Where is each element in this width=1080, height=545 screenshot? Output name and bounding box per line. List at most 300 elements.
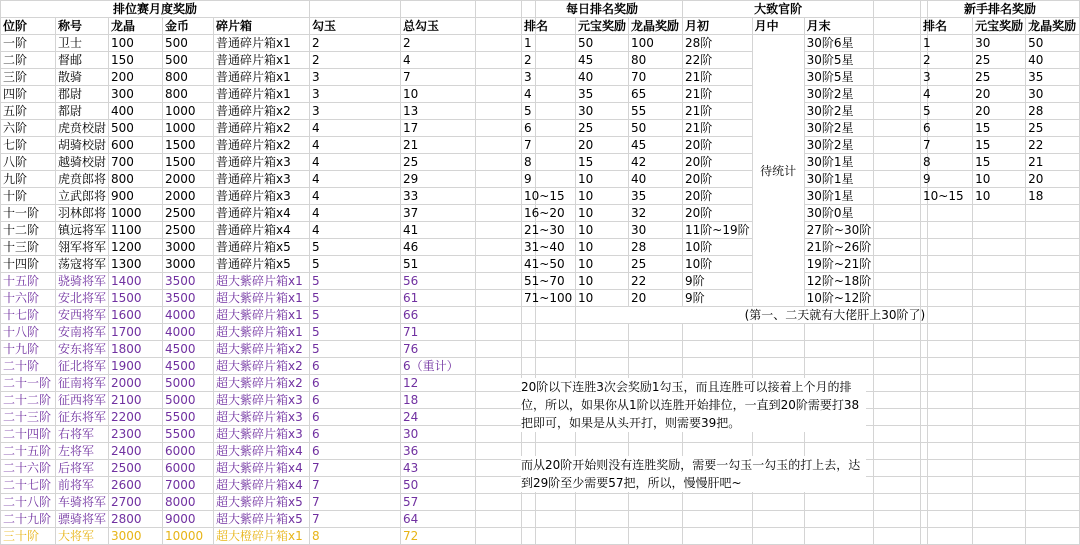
table-cell: 35 [629, 188, 683, 205]
empty-cell [921, 409, 973, 426]
empty-cell [973, 290, 1026, 307]
table-cell: 5000 [163, 375, 214, 392]
table-cell: 超大紫碎片箱x1 [214, 307, 310, 324]
table-row [522, 52, 928, 69]
empty-cell [683, 358, 753, 375]
empty-cell [752, 494, 804, 511]
rank-start-cell: 20阶 [683, 205, 753, 222]
table-cell: 十七阶 [1, 307, 56, 324]
empty-cell [921, 358, 973, 375]
table-cell: 6 [310, 358, 401, 375]
empty-cell [752, 511, 804, 528]
table-row [1, 443, 536, 460]
empty-cell [1026, 443, 1080, 460]
table-row [1, 494, 536, 511]
table-row [1, 256, 536, 273]
empty-row [921, 290, 1080, 307]
table-cell: 55 [629, 103, 683, 120]
column-header: 称号 [56, 18, 109, 35]
empty-row [921, 222, 1080, 239]
table-cell: 超大紫碎片箱x1 [214, 290, 310, 307]
empty-cell [1026, 460, 1080, 477]
empty-cell [1026, 409, 1080, 426]
table-row [522, 273, 928, 290]
empty-row [921, 307, 1080, 324]
table-cell: 25 [629, 256, 683, 273]
table-cell: 37 [401, 205, 476, 222]
table-row [522, 239, 928, 256]
table-cell: 超大紫碎片箱x5 [214, 511, 310, 528]
table-cell: 8000 [163, 494, 214, 511]
table-cell: 64 [401, 511, 476, 528]
table-cell: 15 [973, 154, 1026, 171]
table-cell: 5 [921, 103, 973, 120]
column-header: 位阶 [1, 18, 56, 35]
column-header: 元宝奖励 [576, 18, 629, 35]
empty-cell [973, 256, 1026, 273]
table-row [1, 477, 536, 494]
table-cell: 4 [310, 205, 401, 222]
table-cell: 65 [629, 86, 683, 103]
table-cell: 骠骑将军 [56, 511, 109, 528]
empty-row [921, 341, 1080, 358]
empty-cell [576, 494, 629, 511]
table-cell: 66 [401, 307, 476, 324]
table-cell: 立武郎将 [56, 188, 109, 205]
table-row [522, 222, 928, 239]
table-cell: 2200 [109, 409, 163, 426]
table-cell: 二十三阶 [1, 409, 56, 426]
table-cell: 9 [522, 171, 576, 188]
table-cell: 5 [310, 273, 401, 290]
empty-cell [921, 460, 973, 477]
empty-cell [752, 341, 804, 358]
table-row [1, 239, 536, 256]
table-cell: 30 [401, 426, 476, 443]
table-cell: 500 [163, 35, 214, 52]
empty-row [921, 324, 1080, 341]
empty-row [522, 341, 928, 358]
empty-cell [576, 511, 629, 528]
column-header: 元宝奖励 [973, 18, 1026, 35]
table-cell: 十二阶 [1, 222, 56, 239]
table-cell: 1100 [109, 222, 163, 239]
table-cell: 都尉 [56, 103, 109, 120]
table-cell: 10 [576, 256, 629, 273]
table-cell: 10 [401, 86, 476, 103]
table-cell: 29 [401, 171, 476, 188]
table-cell: 7 [310, 477, 401, 494]
table-cell: 2 [522, 52, 576, 69]
table-cell: 七阶 [1, 137, 56, 154]
table-cell: 6000 [163, 460, 214, 477]
table-cell: 15 [576, 154, 629, 171]
table-cell: 督邮 [56, 52, 109, 69]
empty-cell [973, 494, 1026, 511]
column-header: 月初 [683, 18, 753, 35]
table-cell: 25 [401, 154, 476, 171]
table-cell: 10 [576, 273, 629, 290]
empty-cell [921, 256, 973, 273]
table-cell: 150 [109, 52, 163, 69]
column-header: 勾玉 [310, 18, 401, 35]
table-cell: 安北将军 [56, 290, 109, 307]
empty-cell [1026, 477, 1080, 494]
table-cell: 安南将军 [56, 324, 109, 341]
empty-cell [1026, 392, 1080, 409]
table-cell: 10 [576, 188, 629, 205]
table-cell: 30 [576, 103, 629, 120]
table-row [921, 171, 1080, 188]
table-cell: 900 [109, 188, 163, 205]
empty-cell [921, 205, 973, 222]
table-cell: 4000 [163, 324, 214, 341]
rank-end-cell: 30阶5星 [804, 52, 874, 69]
empty-cell [973, 409, 1026, 426]
table-cell: 21 [1026, 154, 1080, 171]
table-cell: 800 [163, 86, 214, 103]
table-row [1, 69, 536, 86]
table-cell: 普通碎片箱x1 [214, 35, 310, 52]
table-cell: 普通碎片箱x1 [214, 86, 310, 103]
table-cell: 安西将军 [56, 307, 109, 324]
table-cell: 10 [576, 205, 629, 222]
table-cell: 40 [629, 171, 683, 188]
table-row [1, 154, 536, 171]
table-cell: 普通碎片箱x1 [214, 52, 310, 69]
rank-end-cell: 30阶2星 [804, 86, 874, 103]
table-cell: 1 [921, 35, 973, 52]
table-cell: 16~20 [522, 205, 576, 222]
table-cell: 3000 [109, 528, 163, 545]
table-cell: 200 [109, 69, 163, 86]
column-header: 龙晶 [109, 18, 163, 35]
table-cell: 二十八阶 [1, 494, 56, 511]
empty-cell [522, 494, 576, 511]
daily-title: 每日排名奖励 [522, 1, 683, 18]
empty-cell [629, 324, 683, 341]
column-header: 金币 [163, 18, 214, 35]
table-row [522, 188, 928, 205]
table-cell: 6000 [163, 443, 214, 460]
empty-cell [1026, 426, 1080, 443]
table-cell: 普通碎片箱x3 [214, 154, 310, 171]
table-cell: 15 [973, 120, 1026, 137]
table-row [522, 120, 928, 137]
table-cell: 6 [310, 392, 401, 409]
table-row [921, 154, 1080, 171]
empty-row [921, 273, 1080, 290]
table-cell: 4000 [163, 307, 214, 324]
table-cell: 4 [921, 86, 973, 103]
table-cell: 4 [310, 137, 401, 154]
table-cell: 600 [109, 137, 163, 154]
table-cell: 二阶 [1, 52, 56, 69]
empty-row [921, 443, 1080, 460]
empty-cell [921, 392, 973, 409]
empty-cell [973, 307, 1026, 324]
table-cell: 10 [973, 171, 1026, 188]
table-cell: 卫士 [56, 35, 109, 52]
table-cell: 后将军 [56, 460, 109, 477]
empty-cell [921, 477, 973, 494]
table-cell: 荡寇将军 [56, 256, 109, 273]
rank-end-cell: 30阶2星 [804, 120, 874, 137]
table-cell: 1600 [109, 307, 163, 324]
empty-cell [1026, 222, 1080, 239]
table-cell: 45 [629, 137, 683, 154]
table-cell: 超大紫碎片箱x2 [214, 358, 310, 375]
table-cell: 2100 [109, 392, 163, 409]
table-cell: 7 [310, 494, 401, 511]
table-cell: 17 [401, 120, 476, 137]
table-cell: 4 [310, 222, 401, 239]
table-cell: 1 [522, 35, 576, 52]
empty-row [921, 460, 1080, 477]
table-cell: 13 [401, 103, 476, 120]
table-cell: 800 [163, 69, 214, 86]
table-row [921, 35, 1080, 52]
empty-cell [921, 443, 973, 460]
table-cell: 4 [310, 120, 401, 137]
table-cell: 羽林郎将 [56, 205, 109, 222]
rank-start-cell: 20阶 [683, 171, 753, 188]
table-cell: 4 [401, 52, 476, 69]
table-cell: 普通碎片箱x5 [214, 239, 310, 256]
monthly-rewards-table [0, 0, 536, 545]
table-row [1, 324, 536, 341]
table-cell: 4 [310, 188, 401, 205]
empty-cell [921, 290, 973, 307]
empty-cell [683, 511, 753, 528]
table-cell: 十六阶 [1, 290, 56, 307]
empty-cell [1026, 358, 1080, 375]
table-cell: 8 [522, 154, 576, 171]
empty-row [921, 392, 1080, 409]
note-paragraph-1: 20阶以下连胜3次会奖励1勾玉，而且连胜可以接着上个月的排位，所以，如果你从1阶以连胜开始排位，一直到20阶需要打38把即可，如果是从头开打，则需要39把。 [521, 378, 866, 432]
table-cell: 25 [973, 52, 1026, 69]
table-cell: 4500 [163, 358, 214, 375]
table-cell: 61 [401, 290, 476, 307]
table-cell: 超大紫碎片箱x2 [214, 375, 310, 392]
empty-cell [921, 341, 973, 358]
table-row [522, 154, 928, 171]
rank-end-cell: 30阶2星 [804, 103, 874, 120]
table-cell: 500 [163, 52, 214, 69]
table-cell: 3 [310, 103, 401, 120]
empty-cell [1026, 341, 1080, 358]
table-cell: 5 [310, 324, 401, 341]
empty-cell [683, 341, 753, 358]
table-cell: 25 [576, 120, 629, 137]
table-row [1, 392, 536, 409]
table-cell: 10 [973, 188, 1026, 205]
table-cell: 72 [401, 528, 476, 545]
empty-cell [576, 324, 629, 341]
table-cell: 三十阶 [1, 528, 56, 545]
note-paragraph-2: 而从20阶开始则没有连胜奖励，需要一勾玉一勾玉的打上去，达到29阶至少需要57把，所以，慢慢肝吧~ [521, 456, 866, 492]
table-cell: 5 [310, 239, 401, 256]
rank-end-cell: 10阶~12阶 [804, 290, 874, 307]
table-cell: 5500 [163, 409, 214, 426]
table-cell: 大将军 [56, 528, 109, 545]
table-cell: 40 [576, 69, 629, 86]
table-row [522, 69, 928, 86]
table-cell: 1000 [163, 103, 214, 120]
newbie-rewards-table [920, 0, 1080, 545]
table-row [921, 86, 1080, 103]
table-cell: 5500 [163, 426, 214, 443]
empty-cell [921, 239, 973, 256]
table-cell: 2000 [163, 171, 214, 188]
table-cell: 十四阶 [1, 256, 56, 273]
table-cell: 超大紫碎片箱x2 [214, 341, 310, 358]
table-cell: 50 [576, 35, 629, 52]
table-cell: 25 [973, 69, 1026, 86]
empty-cell [973, 205, 1026, 222]
table-row [1, 171, 536, 188]
empty-row [921, 358, 1080, 375]
table-row [1, 375, 536, 392]
table-cell: 1200 [109, 239, 163, 256]
table-cell: 10 [576, 222, 629, 239]
empty-cell [522, 307, 576, 324]
column-header: 排名 [921, 18, 973, 35]
table-cell: 二十二阶 [1, 392, 56, 409]
table-row [522, 86, 928, 103]
rank-start-cell: 9阶 [683, 273, 753, 290]
table-row [1, 358, 536, 375]
table-cell: 八阶 [1, 154, 56, 171]
table-cell: 12 [401, 375, 476, 392]
table-cell: 3500 [163, 273, 214, 290]
table-cell: 普通碎片箱x3 [214, 188, 310, 205]
table-cell: 10~15 [921, 188, 973, 205]
table-cell: 右将军 [56, 426, 109, 443]
empty-cell [1026, 239, 1080, 256]
table-cell: 3 [921, 69, 973, 86]
table-cell: 超大紫碎片箱x4 [214, 443, 310, 460]
table-cell: 41 [401, 222, 476, 239]
table-cell: 5 [310, 256, 401, 273]
empty-cell [1026, 307, 1080, 324]
table-cell: 46 [401, 239, 476, 256]
table-cell: 普通碎片箱x4 [214, 222, 310, 239]
empty-cell [752, 324, 804, 341]
table-cell: 57 [401, 494, 476, 511]
rank-end-cell: 21阶~26阶 [804, 239, 874, 256]
empty-cell [310, 1, 401, 18]
table-row [1, 511, 536, 528]
table-cell: 6（重计） [401, 358, 476, 375]
table-cell: 五阶 [1, 103, 56, 120]
table-cell: 越骑校尉 [56, 154, 109, 171]
table-cell: 二十一阶 [1, 375, 56, 392]
empty-row [522, 511, 928, 528]
table-cell: 前将军 [56, 477, 109, 494]
rank-start-cell: 20阶 [683, 154, 753, 171]
table-cell: 51~70 [522, 273, 576, 290]
table-cell: 10 [576, 171, 629, 188]
table-cell: 9 [921, 171, 973, 188]
table-cell: 4 [310, 171, 401, 188]
table-cell: 2 [310, 52, 401, 69]
table-cell: 二十阶 [1, 358, 56, 375]
table-cell: 十五阶 [1, 273, 56, 290]
table-cell: 翎军将军 [56, 239, 109, 256]
rank-estimate-title: 大致官阶 [683, 1, 874, 18]
table-cell: 56 [401, 273, 476, 290]
empty-cell [921, 375, 973, 392]
rank-start-cell: 21阶 [683, 86, 753, 103]
empty-row [921, 375, 1080, 392]
table-cell: 700 [109, 154, 163, 171]
table-cell: 3 [522, 69, 576, 86]
empty-cell [683, 324, 753, 341]
table-cell: 2300 [109, 426, 163, 443]
table-row [1, 205, 536, 222]
table-cell: 6 [310, 426, 401, 443]
empty-cell [522, 341, 576, 358]
table-cell: 1300 [109, 256, 163, 273]
table-cell: 50 [1026, 35, 1080, 52]
empty-cell [629, 494, 683, 511]
table-cell: 二十五阶 [1, 443, 56, 460]
table-cell: 10000 [163, 528, 214, 545]
title-row [921, 1, 1080, 18]
table-cell: 4500 [163, 341, 214, 358]
table-cell: 安东将军 [56, 341, 109, 358]
rank-end-cell: 30阶1星 [804, 171, 874, 188]
empty-cell [1026, 256, 1080, 273]
table-cell: 8 [310, 528, 401, 545]
column-header: 月末 [804, 18, 874, 35]
table-cell: 散骑 [56, 69, 109, 86]
table-cell: 9000 [163, 511, 214, 528]
table-cell: 普通碎片箱x3 [214, 171, 310, 188]
empty-cell [973, 426, 1026, 443]
table-row [1, 341, 536, 358]
rank-start-cell: 28阶 [683, 35, 753, 52]
table-cell: 36 [401, 443, 476, 460]
title-row [1, 1, 536, 18]
table-cell: 超大紫碎片箱x4 [214, 477, 310, 494]
table-cell: 25 [1026, 120, 1080, 137]
table-cell: 超大橙碎片箱x1 [214, 528, 310, 545]
table-cell: 2600 [109, 477, 163, 494]
table-cell: 征南将军 [56, 375, 109, 392]
empty-cell [921, 511, 973, 528]
table-cell: 24 [401, 409, 476, 426]
table-cell: 3500 [163, 290, 214, 307]
table-cell: 18 [1026, 188, 1080, 205]
table-cell: 5000 [163, 392, 214, 409]
table-cell: 10~15 [522, 188, 576, 205]
table-cell: 40 [1026, 52, 1080, 69]
table-row [522, 290, 928, 307]
table-cell: 3 [310, 69, 401, 86]
table-cell: 普通碎片箱x2 [214, 103, 310, 120]
empty-row [522, 494, 928, 511]
table-cell: 超大紫碎片箱x3 [214, 426, 310, 443]
empty-cell [1026, 205, 1080, 222]
table-cell: 2 [921, 52, 973, 69]
rank-start-cell: 10阶 [683, 239, 753, 256]
table-cell: 6 [310, 409, 401, 426]
table-cell: 超大紫碎片箱x1 [214, 324, 310, 341]
table-cell: 6 [310, 375, 401, 392]
table-cell: 超大紫碎片箱x3 [214, 409, 310, 426]
